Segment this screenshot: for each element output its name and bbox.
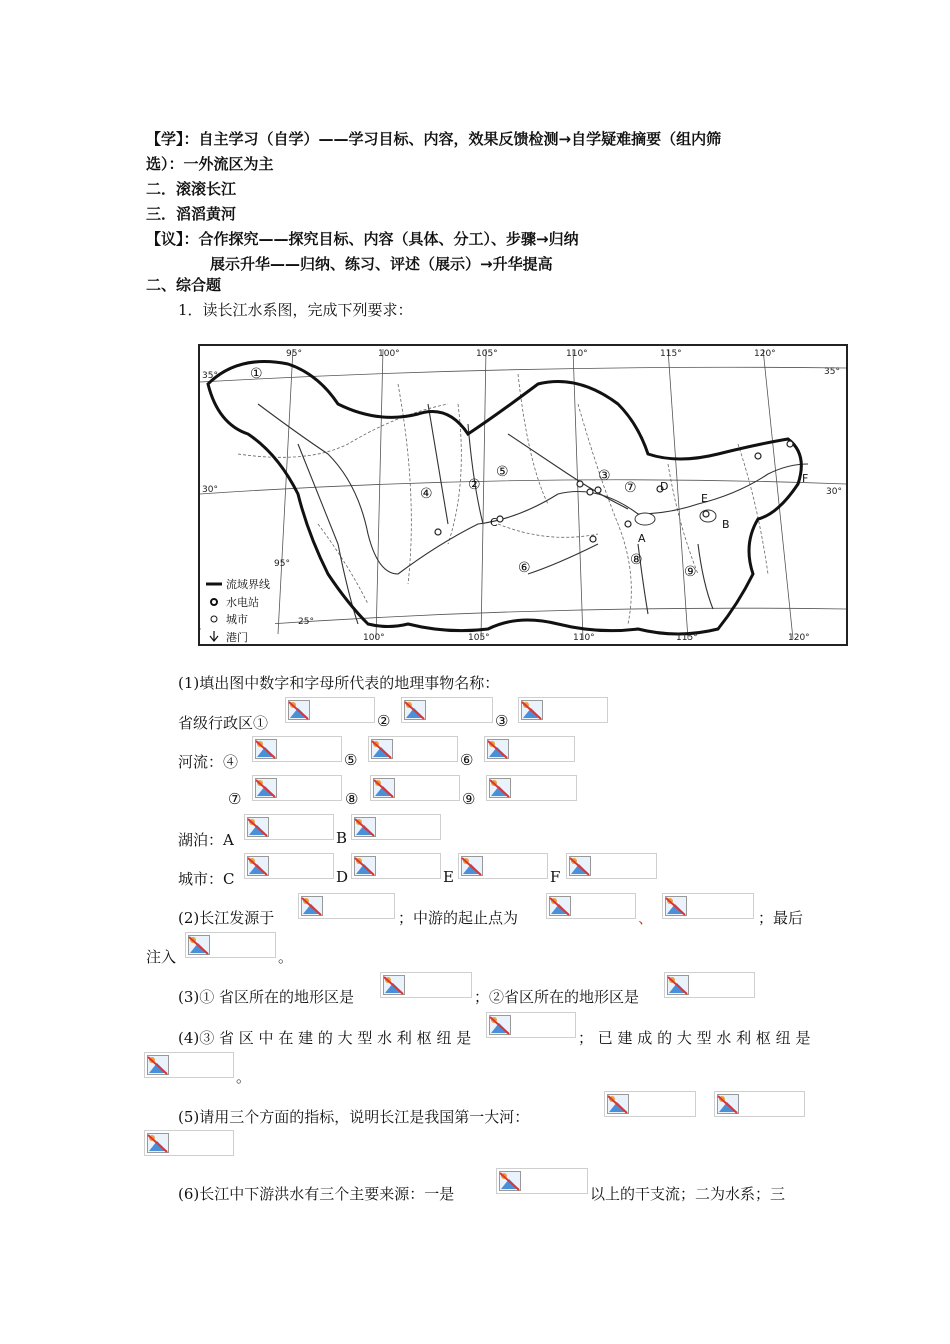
broken-image-icon (147, 1055, 169, 1075)
answer-box-city-c[interactable] (244, 853, 334, 879)
answer-box-river-4[interactable] (252, 736, 342, 762)
answer-box-province-2[interactable] (401, 697, 493, 723)
lat-label: 30° (826, 487, 842, 497)
question-1-4-part-b: ； 已 建 成 的 大 型 水 利 枢 纽 是 (578, 1029, 811, 1047)
broken-image-icon (569, 856, 591, 876)
broken-image-icon (373, 778, 395, 798)
answer-box-dam-completed[interactable] (144, 1052, 234, 1078)
broken-image-icon (354, 856, 376, 876)
broken-image-icon (549, 896, 571, 916)
yangtze-river-system-map (198, 344, 848, 646)
answer-box-province-1[interactable] (285, 697, 375, 723)
legend-boundary: 流域界线 (226, 578, 270, 591)
lon-label: 105° (476, 349, 498, 359)
label-8: ⑧ (345, 790, 359, 808)
label-2: ② (377, 712, 391, 730)
broken-image-icon (461, 856, 483, 876)
question-1: 1．读长江水系图，完成下列要求： (178, 301, 413, 319)
answer-box-river-7[interactable] (252, 775, 342, 801)
lat-label: 25° (298, 617, 314, 627)
broken-image-icon (288, 700, 310, 720)
answer-box-midstream-start[interactable] (546, 893, 636, 919)
lon-label: 110° (566, 349, 588, 359)
separator-mark: 、 (638, 909, 654, 927)
lon-label: 95° (274, 559, 290, 569)
region-label: ④ (420, 486, 433, 502)
river-label: 河流：④ (178, 753, 239, 771)
question-1-1: (1)填出图中数字和字母所代表的地理事物名称： (178, 674, 500, 692)
answer-box-flood-source[interactable] (496, 1168, 588, 1194)
question-1-3-part-a: (3)① 省区所在的地形区是 (178, 988, 355, 1006)
letter-label: F (802, 472, 809, 485)
broken-image-icon (489, 778, 511, 798)
section-yellow-river: 三．滔滔黄河 (146, 205, 237, 223)
label-5: ⑤ (344, 751, 358, 769)
answer-box-lake-a[interactable] (244, 814, 334, 840)
broken-image-icon (255, 739, 277, 759)
lon-label: 100° (363, 633, 385, 643)
question-1-2-part-d: 注入 (146, 948, 177, 966)
map-legend (201, 572, 275, 644)
lon-label: 100° (378, 349, 400, 359)
broken-image-icon (487, 739, 509, 759)
letter-label: C (490, 516, 498, 529)
lake-label: 湖泊：A (178, 831, 234, 849)
answer-box-river-8[interactable] (370, 775, 460, 801)
lon-label: 105° (468, 633, 490, 643)
lat-label: 35° (202, 371, 218, 381)
question-1-5: (5)请用三个方面的指标，说明长江是我国第一大河： (178, 1108, 530, 1126)
answer-box-terrain-1[interactable] (380, 972, 472, 998)
broken-image-icon (667, 975, 689, 995)
broken-image-icon (371, 739, 393, 759)
answer-box-midstream-end[interactable] (662, 893, 754, 919)
answer-box-city-f[interactable] (566, 853, 657, 879)
broken-image-icon (665, 896, 687, 916)
legend-hydro-station: 水电站 (226, 596, 259, 609)
city-label: 城市：C (178, 870, 235, 888)
answer-box-city-d[interactable] (351, 853, 441, 879)
letter-label: D (660, 480, 669, 493)
broken-image-icon (301, 896, 323, 916)
broken-image-icon (383, 975, 405, 995)
broken-image-icon (607, 1094, 629, 1114)
broken-image-icon (247, 856, 269, 876)
region-label: ① (250, 366, 263, 382)
province-label: 省级行政区① (178, 714, 269, 732)
label-7: ⑦ (228, 790, 242, 808)
answer-box-river-6[interactable] (484, 736, 575, 762)
question-1-2-part-c: ；最后 (758, 909, 804, 927)
broken-image-icon (255, 778, 277, 798)
lat-label: 35° (824, 367, 840, 377)
study-line-2: 选）：一外流区为主 (146, 155, 274, 173)
answer-box-city-e[interactable] (458, 853, 548, 879)
question-1-6-part-b: 以上的干支流；二为水系；三 (590, 1185, 786, 1203)
study-line-1: 【学】：自主学习（自学）——学习目标、内容，效果反馈检测→自学疑难摘要（组内筛 (146, 130, 722, 148)
region-label: ⑤ (496, 464, 509, 480)
region-label: ⑥ (518, 560, 531, 576)
answer-box-indicator-2[interactable] (714, 1091, 805, 1117)
broken-image-icon (147, 1133, 169, 1153)
lon-label: 110° (573, 633, 595, 643)
region-label: ② (468, 477, 481, 493)
lon-label: 120° (788, 633, 810, 643)
region-label: ③ (598, 468, 611, 484)
lon-label: 95° (286, 349, 302, 359)
answer-box-river-5[interactable] (368, 736, 458, 762)
lake-a-shape (635, 513, 655, 525)
answer-box-outflow[interactable] (185, 932, 276, 958)
period-mark: 。 (236, 1068, 252, 1086)
answer-box-lake-b[interactable] (351, 814, 441, 840)
broken-image-icon (489, 1015, 511, 1035)
answer-box-dam-under-construction[interactable] (486, 1012, 576, 1038)
label-9: ⑨ (462, 790, 476, 808)
discuss-line-2: 展示升华——归纳、练习、评述（展示）→升华提高 (210, 255, 553, 273)
lake-b-label: B (336, 829, 348, 847)
broken-image-icon (404, 700, 426, 720)
broken-image-icon (499, 1171, 521, 1191)
label-6: ⑥ (460, 751, 474, 769)
answer-box-indicator-3[interactable] (144, 1130, 234, 1156)
letter-label: A (638, 532, 646, 545)
broken-image-icon (717, 1094, 739, 1114)
city-e-label: E (443, 868, 454, 886)
answer-box-source[interactable] (298, 893, 395, 919)
region-label: ⑧ (630, 552, 643, 568)
answer-box-province-3[interactable] (518, 697, 608, 723)
answer-box-river-9[interactable] (486, 775, 577, 801)
broken-image-icon (247, 817, 269, 837)
lat-label: 30° (202, 485, 218, 495)
city-d-label: D (336, 868, 349, 886)
question-1-2-part-a: (2)长江发源于 (178, 909, 275, 927)
question-1-4-part-a: (4)③ 省 区 中 在 建 的 大 型 水 利 枢 纽 是 (178, 1029, 472, 1047)
legend-port: 港门 (226, 631, 248, 644)
answer-box-terrain-2[interactable] (664, 972, 755, 998)
label-3: ③ (495, 712, 509, 730)
legend-city: 城市 (226, 613, 248, 626)
broken-image-icon (354, 817, 376, 837)
comprehensive-heading: 二、综合题 (146, 276, 222, 294)
question-1-6-part-a: (6)长江中下游洪水有三个主要来源：一是 (178, 1185, 455, 1203)
question-1-2-part-b: ；中游的起止点为 (398, 909, 519, 927)
answer-box-indicator-1[interactable] (604, 1091, 696, 1117)
region-label: ⑨ (684, 564, 697, 580)
discuss-line-1: 【议】：合作探究——探究目标、内容（具体、分工）、步骤→归纳 (146, 230, 579, 248)
period-mark: 。 (278, 948, 294, 966)
city-f-label: F (550, 868, 561, 886)
broken-image-icon (188, 935, 210, 955)
letter-label: B (722, 518, 730, 531)
section-yangtze: 二．滚滚长江 (146, 180, 237, 198)
broken-image-icon (521, 700, 543, 720)
lon-label: 120° (754, 349, 776, 359)
question-1-3-part-b: ；②省区所在的地形区是 (474, 988, 640, 1006)
lon-label: 115° (676, 633, 698, 643)
region-label: ⑦ (624, 480, 637, 496)
lon-label: 115° (660, 349, 682, 359)
letter-label: E (701, 492, 708, 505)
